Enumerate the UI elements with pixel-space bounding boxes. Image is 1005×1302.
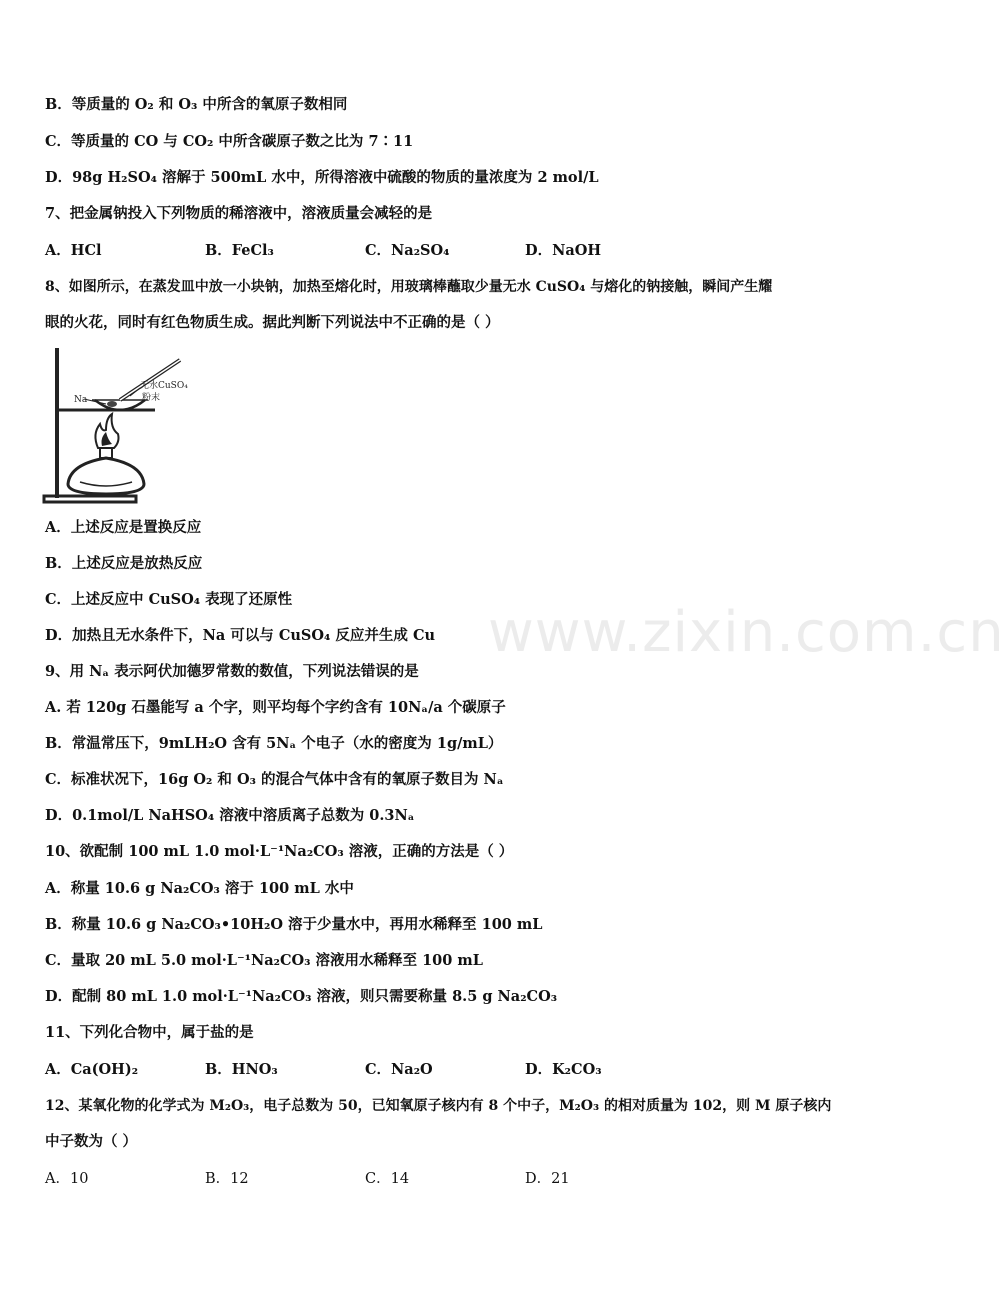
q7-option-b: B．FeCl₃ xyxy=(205,242,274,259)
q7-option-a: A．HCl xyxy=(45,242,102,259)
reagent-label-2: 粉末 xyxy=(142,393,161,403)
q12-stem-line2: 中子数为（ ） xyxy=(45,1133,138,1150)
q11-option-d: D．K₂CO₃ xyxy=(525,1061,602,1078)
q11-option-b: B．HNO₃ xyxy=(205,1061,278,1078)
q11-option-c: C．Na₂O xyxy=(365,1061,433,1078)
reagent-label-1: 无水CuSO₄ xyxy=(140,381,188,391)
q12-option-c: C．14 xyxy=(365,1171,410,1187)
apparatus-figure xyxy=(40,344,200,506)
stand-rod xyxy=(55,348,59,498)
q8-option-d: D．加热且无水条件下，Na 可以与 CuSO₄ 反应并生成 Cu xyxy=(45,627,436,644)
watermark: www.zixin.com.cn xyxy=(488,600,1005,665)
q12-option-b: B．12 xyxy=(205,1171,249,1187)
q10-option-c: C．量取 20 mL 5.0 mol·L⁻¹Na₂CO₃ 溶液用水稀释至 100 mL xyxy=(45,952,483,969)
q7-stem: 7、把金属钠投入下列物质的稀溶液中，溶液质量会减轻的是 xyxy=(45,205,433,222)
q7-option-c: C．Na₂SO₄ xyxy=(365,242,450,259)
q7-option-d: D．NaOH xyxy=(525,242,602,259)
alcohol-lamp xyxy=(68,458,144,494)
q9-stem: 9、用 Nₐ 表示阿伏加德罗常数的数值，下列说法错误的是 xyxy=(45,663,419,680)
q11-stem: 11、下列化合物中，属于盐的是 xyxy=(45,1024,254,1041)
q8-option-a: A．上述反应是置换反应 xyxy=(45,519,202,536)
q11-option-a: A．Ca(OH)₂ xyxy=(45,1061,139,1078)
q10-option-b: B．称量 10.6 g Na₂CO₃•10H₂O 溶于少量水中，再用水稀释至 100 mL xyxy=(45,916,543,933)
q12-stem-line1: 12、某氧化物的化学式为 M₂O₃，电子总数为 50，已知氧原子核内有 8 个中子，M₂O₃ 的相对质量为 102，则 M 原子核内 xyxy=(45,1098,832,1114)
q8-stem-line2: 眼的火花，同时有红色物质生成。据此判断下列说法中不正确的是（ ） xyxy=(45,314,500,331)
q8-option-b: B．上述反应是放热反应 xyxy=(45,555,203,572)
q6-option-c: C．等质量的 CO 与 CO₂ 中所含碳原子数之比为 7∶11 xyxy=(45,133,414,150)
q12-option-d: D．21 xyxy=(525,1171,570,1187)
sodium-piece xyxy=(107,401,117,407)
q8-option-c: C．上述反应中 CuSO₄ 表现了还原性 xyxy=(45,591,293,608)
q9-option-c: C．标准状况下，16g O₂ 和 O₃ 的混合气体中含有的氧原子数目为 Nₐ xyxy=(45,771,504,788)
q10-stem: 10、欲配制 100 mL 1.0 mol·L⁻¹Na₂CO₃ 溶液，正确的方法是（ ） xyxy=(45,843,514,860)
q9-option-a: A. 若 120g 石墨能写 a 个字，则平均每个字约含有 10Nₐ/a 个碳原子 xyxy=(45,699,506,716)
q6-option-d: D．98g H₂SO₄ 溶解于 500mL 水中，所得溶液中硫酸的物质的量浓度为 2 mol/L xyxy=(45,169,599,186)
q9-option-b: B．常温常压下，9mLH₂O 含有 5Nₐ 个电子（水的密度为 1g/mL） xyxy=(45,735,503,752)
q8-stem-line1: 8、如图所示，在蒸发皿中放一小块钠，加热至熔化时，用玻璃棒蘸取少量无水 CuSO₄ 与熔化的钠接触，瞬间产生耀 xyxy=(45,279,773,295)
q10-option-d: D．配制 80 mL 1.0 mol·L⁻¹Na₂CO₃ 溶液，则只需要称量 8.5 g Na₂CO₃ xyxy=(45,988,558,1005)
q9-option-d: D．0.1mol/L NaHSO₄ 溶液中溶质离子总数为 0.3Nₐ xyxy=(45,807,415,824)
q12-option-a: A．10 xyxy=(45,1171,89,1187)
na-label: Na xyxy=(74,395,88,405)
stand-base xyxy=(44,496,136,502)
q10-option-a: A．称量 10.6 g Na₂CO₃ 溶于 100 mL 水中 xyxy=(45,880,354,897)
q6-option-b: B．等质量的 O₂ 和 O₃ 中所含的氧原子数相同 xyxy=(45,96,348,113)
